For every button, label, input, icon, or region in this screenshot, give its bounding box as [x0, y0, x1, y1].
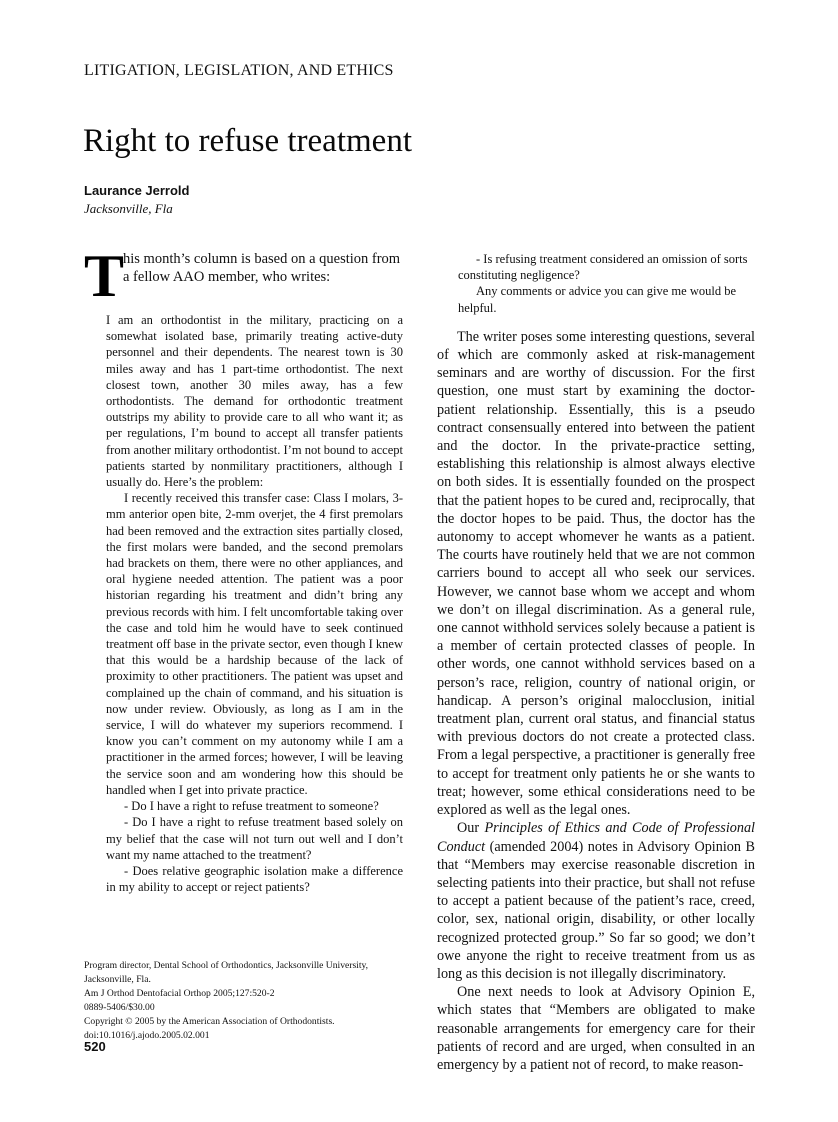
body-text: Our [457, 820, 485, 837]
article-body [437, 328, 755, 1074]
right-column [437, 250, 755, 1074]
letter-question: - Is refusing treatment considered an omission of sorts constituting negligence? [458, 252, 748, 283]
doi-line: doi:10.1016/j.ajodo.2005.02.001 [84, 1030, 210, 1041]
footnote-line: Program director, Dental School of Orthodontics, Jacksonville University, [84, 960, 369, 971]
intro-paragraph [84, 243, 404, 309]
footnote [84, 959, 404, 1043]
author-affiliation: Jacksonville, Fla [84, 201, 173, 216]
body-text: (amended 2004) notes in Advisory Opinion B that “Members may exercise reasonable discretion in selecting patients into their practice, but shall not refuse to accept a patient because of the patient’s race, creed, color, sex, national origin, disability, or other locally recognized protected group.” So far so good; we don’t owe anyone the right to receive treatment from us as long as this decision is not illegally discriminatory. [437, 838, 755, 982]
letter-closing: Any comments or advice you can give me would be helpful. [458, 284, 736, 315]
reader-letter [106, 312, 403, 895]
letter-question: - Does relative geographic isolation make a difference in my ability to accept or reject patients? [106, 863, 403, 895]
drop-cap: T [84, 243, 125, 309]
page-number: 520 [84, 1039, 106, 1054]
body-paragraph: The writer poses some interesting questions, several of which are commonly asked at risk-management seminars and are worthy of discussion. For the first question, one must start by examining the doctor-patient relationship. Essentially, this is a pseudo contract consensually entered into between the patient and the doctor. In the private-practice setting, establishing this relationship is almost always elective on both sides. It is essentially founded on the prospect that the patient hopes to be cured and, reciprocally, that the doctor hopes to be paid. Thus, the doctor has the autonomy to accept whomever he wants as a patient. The courts have routinely held that we are not common carriers bound to accept all who seek our services. However, we cannot base whom we accept and whom we don’t on illegal discrimination. As a general rule, one cannot withhold services solely because a patient is a member of certain protected classes of people. In other words, one cannot withhold services based on a person’s race, religion, country of national origin, or handicap. A person’s original malocclusion, initial treatment plan, current oral status, and financial status with previous doctors do not create a protected class. From a legal perspective, a practitioner is generally free to accept for treatment only patients he or she wants to treat; however, some ethical considerations need to be explored as well as the legal ones. [437, 328, 755, 819]
letter-paragraph: I am an orthodontist in the military, practicing on a somewhat isolated base, primarily treating active-duty personnel and their dependents. The nearest town is 30 miles away and has 1 part-time orthodontist. The next closest town, another 30 miles away, has a few orthodontists. The demand for orthodontic treatment outstrips my ability to provide care to all who want it; as per regulations, I’m bound to accept all transfer patients from another military orthodontist. I’m not bound to accept patients started by nonmilitary practitioners, although I usually do. Here’s the problem: [106, 313, 403, 490]
copyright-line: Copyright © 2005 by the American Association of Orthodontists. [84, 1016, 335, 1027]
body-paragraph: One next needs to look at Advisory Opinion E, which states that “Members are obligated to make reasonable arrangements for emergency care for their patients of record and are urged, when consulted in an emergency by a patient not of record, to make reason- [437, 984, 755, 1073]
letter-question: - Do I have a right to refuse treatment based solely on my belief that the case will not turn out well and I don’t want my name attached to the treatment? [106, 815, 403, 862]
reader-letter-continued [458, 251, 758, 316]
code-of-ethics-title: Principles of Ethics and Code of Professional Conduct [437, 820, 755, 855]
citation-line: Am J Orthod Dentofacial Orthop 2005;127:520-2 [84, 988, 275, 999]
letter-paragraph: I recently received this transfer case: Class I molars, 3-mm anterior open bite, 2-mm overjet, the 4 first premolars had been removed and the extraction sites partially closed, the first molars were banded, and the second premolars had brackets on them, there were no other appliances, and oral hygiene needed attention. The patient was a poor historian regarding his treatment and didn’t bring any previous records with him. I felt uncomfortable taking over the case and told him he would have to seek continued treatment off base in the private sector, even though I knew that this would be a hardship because of the lack of proximity to other practitioners. The patient was upset and complained up the chain of command, and his situation is now under review. Obviously, as long as I am in the service, I will do whatever my superiors recommend. I know you can’t comment on my autonomy while I am a practitioner in the armed forces; however, I will be leaving the service soon and am wondering how this should be handled when I get into private practice. [106, 491, 403, 797]
section-header: LITIGATION, LEGISLATION, AND ETHICS [84, 62, 394, 79]
issn-line: 0889-5406/$30.00 [84, 1002, 155, 1013]
article-title: Right to refuse treatment [83, 123, 412, 159]
author-name: Laurance Jerrold [84, 183, 190, 198]
letter-question: - Do I have a right to refuse treatment to someone? [124, 799, 379, 814]
body-paragraph [437, 819, 755, 983]
left-column [84, 243, 404, 895]
footnote-line: Jacksonville, Fla. [84, 974, 151, 985]
intro-text: his month’s column is based on a question from a fellow AAO member, who writes: [123, 251, 401, 285]
